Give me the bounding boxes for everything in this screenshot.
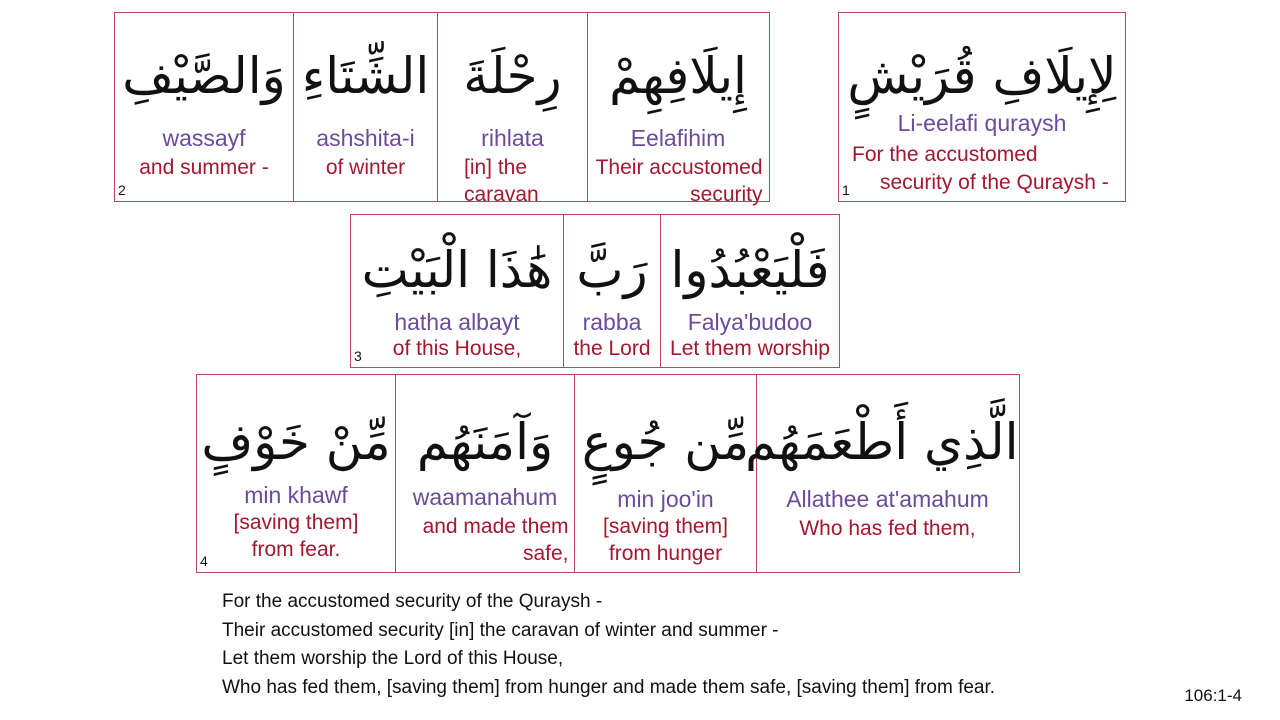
arabic-word: مِّن جُوعٍ [581, 413, 750, 471]
meaning: of this House, [392, 337, 522, 360]
meaning: Let them worship [670, 337, 830, 360]
verse-3-word-rabba [563, 214, 662, 368]
meaning: of winter [325, 156, 406, 179]
transliteration: waamanahum [412, 484, 558, 510]
transliteration: min khawf [244, 482, 348, 508]
verse-4-word-allathee-atamahum [745, 374, 1020, 573]
arabic-word: لِإِيلَافِ قُرَيْشٍ [847, 47, 1117, 105]
meaning: Who has fed them, [799, 517, 976, 540]
verse-number: 1 [842, 182, 850, 198]
arabic-word: هَٰذَا الْبَيْتِ [361, 241, 553, 299]
verse-number: 3 [354, 348, 362, 364]
translation-line-4: Who has fed them, [saving them] from hunger and made them safe, [saving them] from fear. [222, 676, 996, 698]
arabic-word: وَآمَنَهُم [416, 413, 554, 471]
verse-2-word-ashshita [293, 12, 439, 202]
verse-3-word-hatha-albayt [350, 214, 564, 368]
verse-2-row [114, 12, 770, 207]
arabic-word: إِيلَافِهِمْ [609, 47, 747, 105]
verse-2-word-wassayf [114, 12, 294, 202]
verse-2-word-rihlata [437, 12, 588, 207]
arabic-word: مِّنْ خَوْفٍ [201, 413, 391, 471]
verse-3-word-falyabudoo [660, 214, 840, 368]
verse-3-row [350, 214, 840, 368]
meaning: the Lord [573, 337, 651, 360]
arabic-word: فَلْيَعْبُدُوا [670, 241, 830, 299]
verse-4-row [196, 374, 1020, 573]
arabic-word: الشِّتَاءِ [301, 47, 430, 105]
meaning: [saving them] from fear. [233, 511, 359, 562]
transliteration: Eelafihim [630, 125, 726, 151]
meaning-line-2: security of the Quraysh - [880, 171, 1109, 194]
meaning-line-1: For the accustomed [852, 143, 1038, 166]
full-translation [222, 588, 995, 702]
verse-2-word-eelafihim [587, 12, 770, 207]
translation-line-1: For the accustomed security of the Quraysh - [222, 591, 603, 612]
transliteration: Li-eelafi quraysh [897, 110, 1067, 136]
verse-4-word-min-jooin [574, 374, 757, 573]
arabic-word: رِحْلَةَ [463, 47, 562, 105]
transliteration: min joo'in [617, 486, 714, 512]
transliteration: Falya'budoo [687, 309, 813, 335]
verse-1-row [838, 12, 1126, 202]
transliteration: ashshita-i [316, 125, 415, 151]
arabic-word: الَّذِي أَطْعَمَهُم [745, 413, 1019, 471]
translation-line-3: Let them worship the Lord of this House, [222, 648, 564, 669]
transliteration: Allathee at'amahum [786, 486, 989, 512]
verse-1-word-li-eelafi-quraysh [838, 12, 1126, 202]
arabic-word: وَالصَّيْفِ [122, 47, 286, 105]
translation-line-2: Their accustomed security [in] the caravan of winter and summer - [222, 619, 779, 641]
verse-4-word-waamanahum [395, 374, 576, 573]
meaning: [saving them] from hunger [603, 515, 728, 566]
meaning: Their accustomed security [595, 156, 763, 207]
transliteration: rabba [582, 309, 642, 335]
meaning: and summer - [139, 156, 269, 179]
verse-4-word-min-khawf [196, 374, 396, 573]
meaning: [in] the caravan [464, 156, 539, 207]
verse-number: 4 [200, 553, 208, 569]
verse-number: 2 [118, 182, 126, 198]
transliteration: hatha albayt [394, 309, 520, 335]
arabic-word: رَبَّ [576, 241, 648, 299]
surah-reference: 106:1-4 [1184, 686, 1242, 705]
meaning: and made them safe, [422, 515, 569, 566]
transliteration: rihlata [481, 125, 544, 151]
transliteration: wassayf [162, 125, 246, 151]
